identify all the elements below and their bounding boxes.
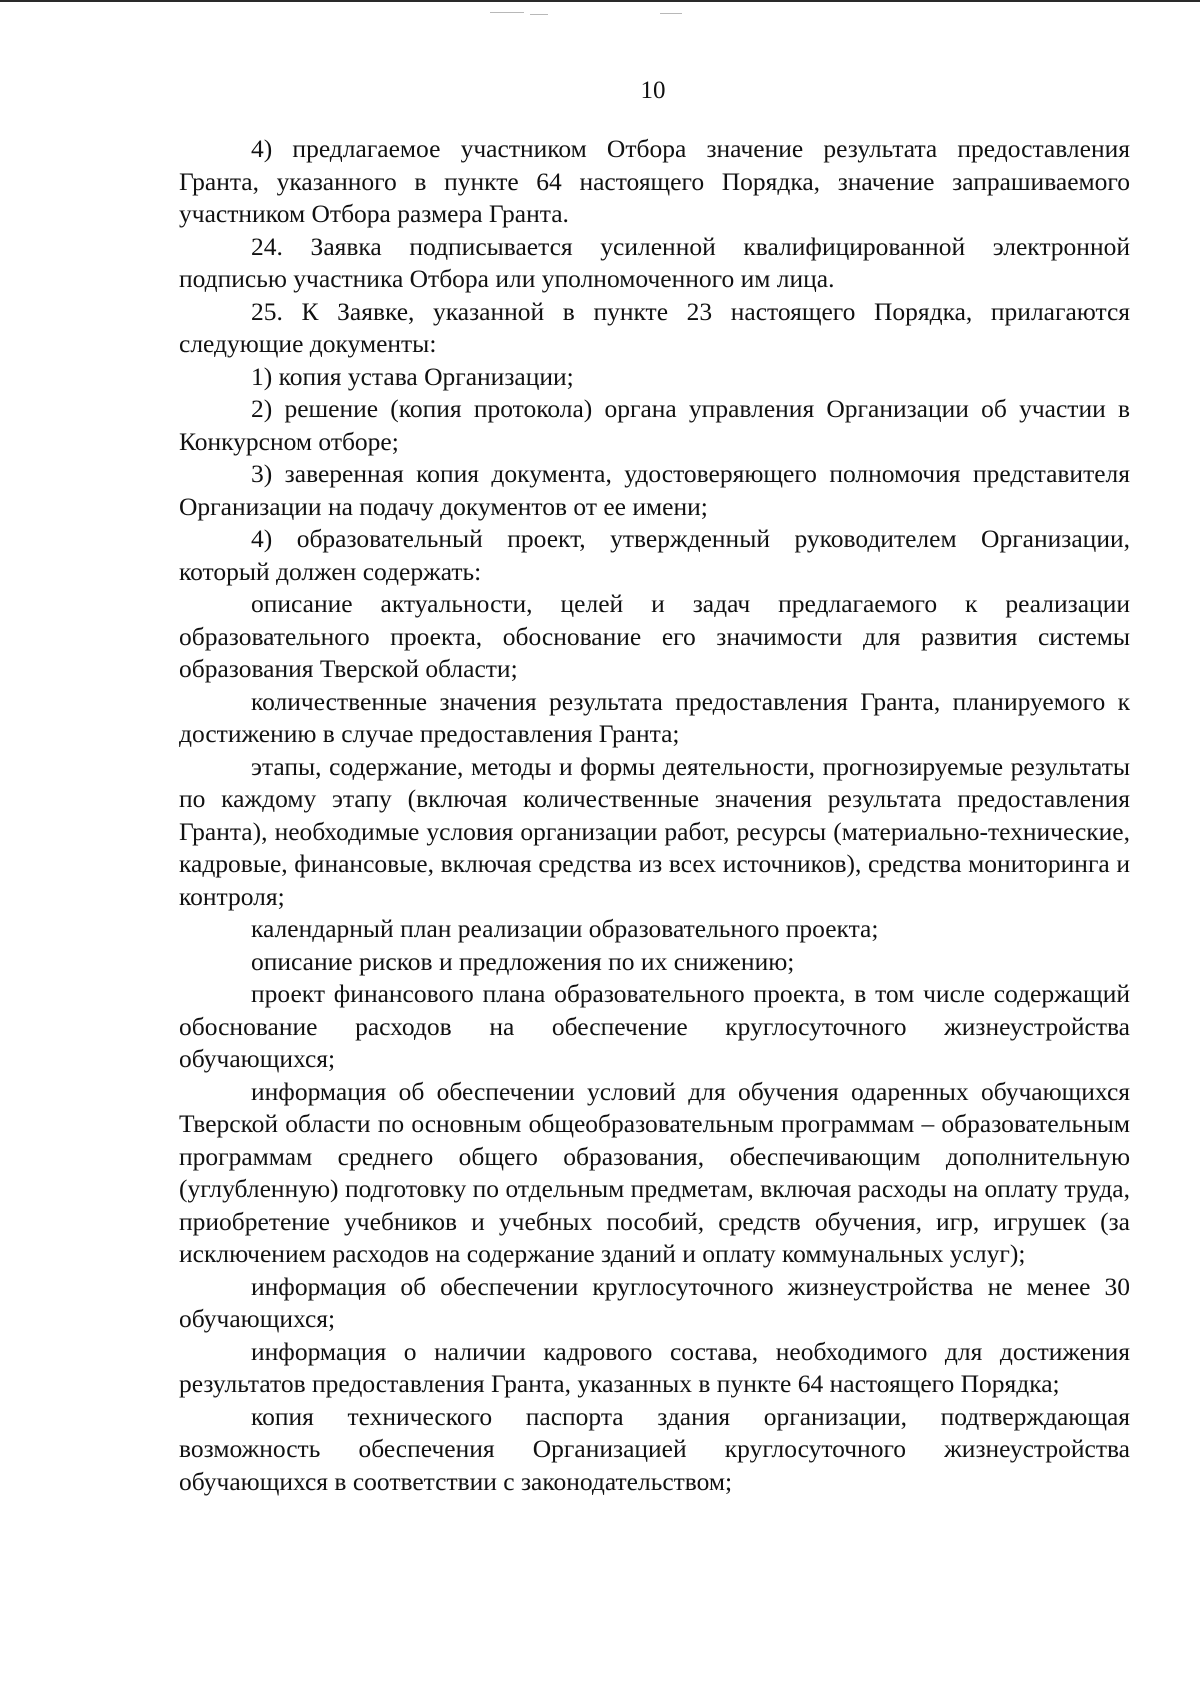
paragraph: описание рисков и предложения по их снижению; — [251, 946, 795, 976]
scan-top-edge — [0, 0, 1200, 2]
document-body — [179, 133, 1130, 1498]
scan-artifact — [660, 13, 682, 14]
paragraph: информация о наличии кадрового состава, необходимого для достижения результатов предоставления Гранта, указанных в пункте 64 настоящего Порядка; — [179, 1336, 1130, 1398]
page-number: 10 — [640, 77, 666, 104]
paragraph: 3) заверенная копия документа, удостоверяющего полномочия представителя Организации на подачу документов от ее имени; — [179, 459, 1130, 521]
paragraph: описание актуальности, целей и задач предлагаемого к реализации образовательного проекта, обоснование его значимости для развития системы образования Тверской области; — [179, 589, 1130, 683]
paragraph: календарный план реализации образовательного проекта; — [251, 914, 879, 943]
paragraph: информация об обеспечении условий для обучения одаренных обучающихся Тверской области по основным общеобразовательным программам – образовательным программам среднего общего образования, обеспечивающим дополнительную (углубленную) подготовку по отдельным предметам, включая расходы на оплату труда, приобретение учебников и учебных пособий, средств обучения, игр, игрушек (за исключением расходов на содержание зданий и оплату коммунальных услуг); — [179, 1076, 1130, 1268]
paragraph: 24. Заявка подписывается усиленной квалифицированной электронной подписью участника Отбора или уполномоченного им лица. — [179, 231, 1130, 293]
paragraph: информация об обеспечении круглосуточного жизнеустройства не менее 30 обучающихся; — [179, 1271, 1130, 1333]
paragraph: 4) образовательный проект, утвержденный руководителем Организации, который должен содержать: — [179, 524, 1130, 586]
paragraph: проект финансового плана образовательного проекта, в том числе содержащий обоснование расходов на обеспечение круглосуточного жизнеустройства обучающихся; — [179, 979, 1130, 1073]
paragraph: 2) решение (копия протокола) органа управления Организации об участии в Конкурсном отборе; — [179, 394, 1130, 456]
scan-artifact — [530, 14, 548, 15]
scan-artifact — [490, 12, 524, 13]
paragraph: этапы, содержание, методы и формы деятельности, прогнозируемые результаты по каждому этапу (включая количественные значения результата предоставления Гранта), необходимые условия организации работ, ресурсы (материально-технические, кадровые, финансовые, включая средства из всех источников), средства мониторинга и контроля; — [179, 751, 1130, 911]
paragraph: 25. К Заявке, указанной в пункте 23 настоящего Порядка, прилагаются следующие документы: — [179, 296, 1130, 358]
paragraph: копия технического паспорта здания организации, подтверждающая возможность обеспечения Организацией круглосуточного жизнеустройства обучающихся в соответствии с законодательством; — [179, 1401, 1130, 1496]
paragraph: 1) копия устава Организации; — [251, 361, 574, 391]
paragraph: 4) предлагаемое участником Отбора значение результата предоставления Гранта, указанного в пункте 64 настоящего Порядка, значение запрашиваемого участником Отбора размера Гранта. — [179, 134, 1130, 228]
paragraph: количественные значения результата предоставления Гранта, планируемого к достижению в случае предоставления Гранта; — [179, 686, 1130, 748]
